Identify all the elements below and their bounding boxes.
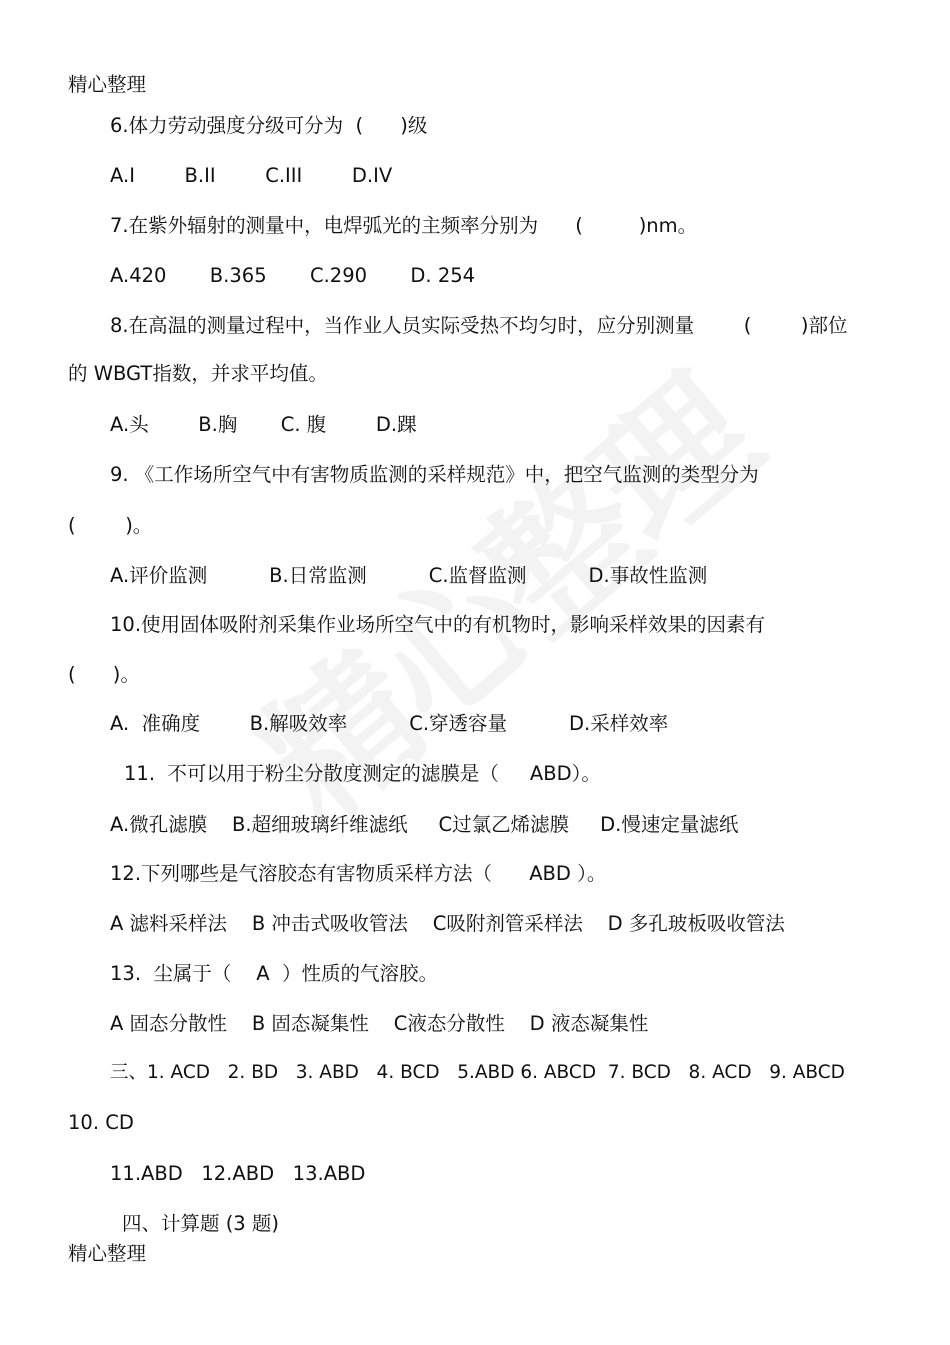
- question-7-options: A.420 B.365 C.290 D. 254: [110, 264, 476, 287]
- question-11: 11. 不可以用于粉尘分散度测定的滤膜是（ ABD）。: [124, 762, 601, 785]
- question-9-options: A.评价监测 B.日常监测 C.监督监测 D.事故性监测: [110, 564, 708, 587]
- question-8-continued: 的 WBGT指数，并求平均值。: [68, 362, 328, 385]
- question-9: 9. 《工作场所空气中有害物质监测的采样规范》中，把空气监测的类型分为: [110, 463, 759, 486]
- question-13-options: A 固态分散性 B 固态凝集性 C液态分散性 D 液态凝集性: [110, 1012, 649, 1035]
- answers-section-3-continued: 10. CD: [68, 1111, 134, 1134]
- question-8: 8.在高温的测量过程中，当作业人员实际受热不均匀时，应分别测量 ( )部位: [110, 314, 848, 337]
- question-12: 12.下列哪些是气溶胶态有害物质采样方法（ ABD ）。: [110, 862, 607, 885]
- page-header: 精心整理: [68, 73, 147, 96]
- question-10-options: A. 准确度 B.解吸效率 C.穿透容量 D.采样效率: [110, 712, 669, 735]
- question-6-options: A.Ⅰ B.II C.III D.IV: [110, 164, 393, 187]
- question-6: 6.体力劳动强度分级可分为 ( )级: [110, 114, 428, 137]
- question-7: 7.在紫外辐射的测量中，电焊弧光的主频率分别为 ( )nm。: [110, 214, 698, 237]
- question-12-options: A 滤料采样法 B 冲击式吸收管法 C吸附剂管采样法 D 多孔玻板吸收管法: [110, 912, 785, 935]
- section-4-title: 四、计算题 (3 题): [122, 1212, 280, 1235]
- question-9-continued: ( )。: [68, 514, 153, 537]
- question-11-options: A.微孔滤膜 B.超细玻璃纤维滤纸 C过氯乙烯滤膜 D.慢速定量滤纸: [110, 813, 739, 836]
- page-footer: 精心整理: [68, 1242, 147, 1265]
- answers-section-3-end: 11.ABD 12.ABD 13.ABD: [110, 1162, 366, 1185]
- question-13: 13. 尘属于（ A ）性质的气溶胶。: [110, 962, 438, 985]
- answers-section-3: 三、1. ACD 2. BD 3. ABD 4. BCD 5.ABD 6. ABCD 7. BCD 8. ACD 9. ABCD: [110, 1062, 845, 1083]
- question-10: 10.使用固体吸附剂采集作业场所空气中的有机物时，影响采样效果的因素有: [110, 613, 766, 636]
- question-10-continued: ( )。: [68, 663, 140, 686]
- question-8-options: A.头 B.胸 C. 腹 D.踝: [110, 413, 417, 436]
